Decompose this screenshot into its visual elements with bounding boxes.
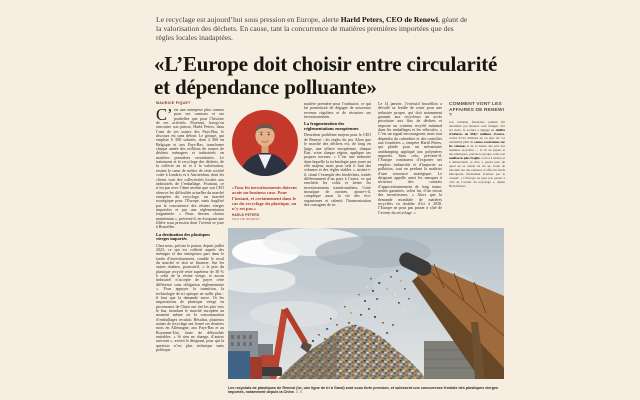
standfirst-text: Le recyclage est aujourd’hui sous pression en Europe, alerte (156, 14, 341, 24)
article-paragraph (156, 108, 224, 230)
caption-text: Les recyclats de plastiques de Renewi (ici, une ligne de tri à Gand) sont sous forte pression, et subissent une concurrence frontale des plastiques vierges importés, notamment depuis la Chine. (228, 385, 499, 395)
article-column-4 (378, 102, 442, 228)
headline-line1: «L’Europe doit choisir entre circularité (154, 52, 498, 76)
article-column-1 (156, 108, 224, 396)
pull-quote-author: HARLD PETERS (232, 213, 260, 218)
article-text: est une entreprise plus connue pour ses camions et ses poubelles que pour l’histoire de ses activités. Pourtant, lorsqu’on rencontre son patron, Harld Peters, dans l’une de ses usines des Pays-Bas, le discours est sans détour. Le groupe, qui emploie 6 500 salariés, dont 4 400 en Belgique et aux Pays-Bas, transforme chaque année des millions de tonnes de déchets ménagers et industriels en matières premières secondaires. Le traitement et le recyclage des déchets, de la collecte au tri et à la valorisation, restent le cœur de métier de cette société cotée à Londres et à Amsterdam, dont les clients vont des collectivités locales aux industriels de l’emballage. Pourtant, ce n’est pas avec l’âme sereine que son CEO observe les difficultés actuelles du marché européen du recyclage, un marché stratégique pour l’Europe, mais fragilisé par la concurrence des résines vierges importées et par une réglementation fragmentée. « Nous devons choisir maintenant », prévient-il, en évoquant une filière sous pression dont l’avenir se joue à Bruxelles. (156, 108, 224, 230)
headline-line2: et dépendance polluante» (154, 74, 377, 99)
photo-credit: D. R. (295, 390, 304, 395)
pull-quote: «Tous les investissements doivent avoir un business case. Pour l’instant, et certainement dans le cas du recyclage du plastique, on n’y est pas.» (232, 185, 297, 212)
sidebar-segment: . Coté à Londres et à Amsterdam, le titre a perdu près du quart de sa valeur en un an, avant de rebondir sur des rumeurs d’offre du fonds Macquarie, finalement écartées par le conseil. « L’Europe ne peut pas passer à côté de l’avenir du recyclage », répète Harld Peters. (449, 155, 505, 188)
drop-cap: C’ (156, 108, 173, 124)
article-subhead-1: La destination des plastiques vierges importés (156, 231, 211, 242)
article-column-3 (304, 102, 371, 228)
sidebar-segment: , contre 974,5 millions un an plus tôt. La rentabilité pâtit de (449, 132, 505, 145)
pull-quote-role: CEO DE RENEWI (232, 217, 260, 222)
sidebar-title: COMMENT VONT LES AFFAIRES DE RENEWI ? (449, 102, 505, 119)
ceo-portrait-photo (232, 110, 298, 176)
recycling-yard-photo (228, 228, 504, 379)
standfirst-bold-name: Harld Peters, CEO de Renewi (340, 14, 438, 24)
standfirst (156, 15, 468, 43)
sidebar-bold: maillon le plus fragile (449, 155, 480, 160)
standfirst-suffix: , géant de la valorisation des déchets. En cause, tant la concurrence de matières premières importées que des règles locales inadaptées. (156, 14, 468, 43)
sidebar-bold: ventes contraintes sur les volumes (449, 140, 505, 148)
article-paragraph: Deuxième problème majeur pour le CEO de Renewi : les règles du jeu. Alors que le marché des déchets est, de long en large, une affaire européenne, chaque État, voire chaque région, applique ses propres normes. « C’est une industrie dans laquelle la technologie peut jouer un rôle majeur, mais pour cela il faut des volumes et des règles stables », insiste-t-il, citant l’exemple des biodéchets, traités différemment d’un pays à l’autre, ce qui renchérit les coûts et freine les investissements transfrontaliers. Cette mosaïque de normes, ajoute-t-il, complique aussi la vie des éco-organismes et ralentit l’harmonisation des consignes de tri. (304, 132, 371, 207)
article-paragraph: Le 14 janvier, l’exécutif bruxellois a dévoilé sa feuille de route pour une industrie propre, qui doit notamment garantir aux recycleurs un accès prioritaire aux flux de déchets et imposer un contenu recyclé minimal dans les emballages et les véhicules. « C’est un signal encourageant, mais tout dépendra du calendrier et des contrôles aux frontières », tempère Harld Peters, qui plaide pour un mécanisme antidumping appliqué aux polymères importés. Sans cela, prévient-il, l’Europe continuera d’exporter ses emplois industriels et d’importer sa pollution, tout en perdant la maîtrise d’une ressource stratégique. Le dirigeant appelle aussi les marques à sécuriser des contrats d’approvisionnement de long terme, seules garanties, selon lui, d’un retour des investisseurs. « Alors que la demande mondiale de matières recyclées va doubler d’ici à 2030, l’Europe ne peut pas passer à côté de l’avenir du recyclage. » (378, 102, 442, 215)
sidebar-segment: et de la baisse des prix des matières recyclées — le tri du papier et des plastiques, précise le groupe, reste son (449, 144, 505, 156)
photo-caption (228, 386, 506, 395)
sidebar-text (449, 121, 505, 188)
sidebar-bold: chiffre d’affaires de 968,7 millions d’euros (449, 128, 505, 137)
headline (154, 53, 510, 98)
article-subhead-2: La fragmentation des réglementations européennes (304, 121, 359, 132)
article-paragraph: matière première pour l’industrie, ce qui lui permettrait de dégager de nouveaux revenus réguliers et de sécuriser ses investissements. (304, 102, 371, 120)
byline: MAURICE PIQUET (156, 101, 191, 105)
article-column-2 (230, 110, 300, 230)
sidebar-box (449, 102, 505, 228)
sidebar-segment: Les résultats financiers publiés fin décembre par Renewi sont mitigés. Sur six mois, la société a dégagé un (449, 120, 505, 133)
article-paragraph: Chez nous, précise le patron, depuis juillet 2023, ce qui est collecté auprès des ménages et des entreprises part dans le fonds d’investissement, comble le recul du marché et doit se financer. Sur les autres chaînes, poursuit-il, « le prix du plastique recyclé reste supérieur de 30 % à celui de la résine vierge, et aucun industriel n’accepte de payer cette différence sans obligation réglementaire ». Pour appuyer la transition, la technologie de tri optique ne suffit plus : il faut que la demande suive. Or les importations de plastique vierge en provenance de Chine ont tiré les prix vers le bas, inondant le marché européen au moment même où la consommation d’emballages reculait. Résultat, plusieurs usines de recyclage ont fermé ces derniers mois en Allemagne, aux Pays-Bas et au Royaume-Uni, faute de débouchés rentables. « Si rien ne change, d’autres suivront », avertit le dirigeant, pour qui la question n’est plus technique mais politique. (156, 242, 224, 352)
